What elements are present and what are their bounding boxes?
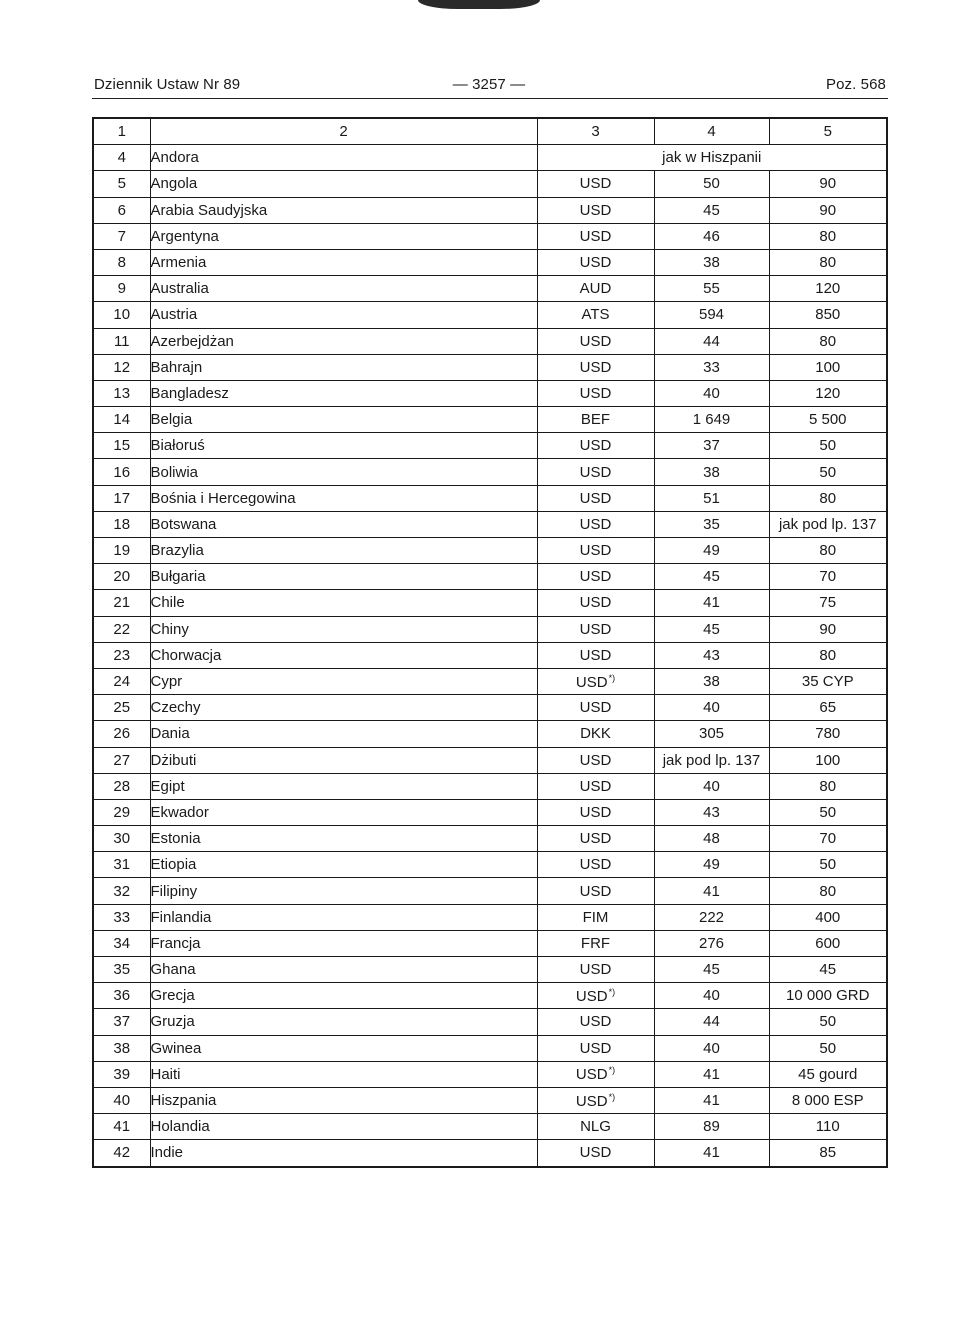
row-number: 5	[93, 171, 150, 197]
row-number: 35	[93, 957, 150, 983]
currency-cell	[537, 1140, 654, 1167]
currency-code: ATS	[581, 306, 610, 324]
currency-code: USD	[579, 856, 612, 874]
row-number: 34	[93, 930, 150, 956]
country-name: Dania	[150, 721, 537, 747]
amount-column-4: 51	[654, 485, 769, 511]
country-name: Cypr	[150, 668, 537, 694]
amount-column-4: 46	[654, 223, 769, 249]
currency-cell	[537, 904, 654, 930]
country-name: Egipt	[150, 773, 537, 799]
amount-column-4: 40	[654, 380, 769, 406]
amount-column-5: 120	[769, 276, 887, 302]
table-row	[93, 1061, 887, 1087]
footnote-mark: *)	[608, 672, 616, 683]
footnote-mark: *)	[608, 1065, 616, 1076]
row-number: 6	[93, 197, 150, 223]
currency-cell	[537, 197, 654, 223]
page-number: — 3257 —	[452, 76, 526, 93]
amount-column-5: 90	[769, 616, 887, 642]
amount-column-5: 600	[769, 930, 887, 956]
table-row	[93, 878, 887, 904]
row-number: 32	[93, 878, 150, 904]
row-number: 8	[93, 249, 150, 275]
amount-column-5: 100	[769, 354, 887, 380]
amount-column-5: 50	[769, 459, 887, 485]
country-name: Azerbejdżan	[150, 328, 537, 354]
currency-cell	[537, 302, 654, 328]
merged-note: jak w Hiszpanii	[537, 145, 887, 171]
currency-code: USD	[579, 463, 612, 481]
row-number: 12	[93, 354, 150, 380]
country-name: Brazylia	[150, 538, 537, 564]
amount-column-4: 89	[654, 1114, 769, 1140]
country-name: Botswana	[150, 511, 537, 537]
row-number: 37	[93, 1009, 150, 1035]
table-row	[93, 799, 887, 825]
country-name: Białoruś	[150, 433, 537, 459]
currency-cell	[537, 852, 654, 878]
table-row	[93, 721, 887, 747]
amount-column-4: 44	[654, 328, 769, 354]
table-row	[93, 564, 887, 590]
amount-column-4: 45	[654, 957, 769, 983]
table-row	[93, 171, 887, 197]
currency-cell	[537, 1114, 654, 1140]
country-name: Holandia	[150, 1114, 537, 1140]
country-name: Bahrajn	[150, 354, 537, 380]
country-name: Austria	[150, 302, 537, 328]
amount-column-4: 48	[654, 826, 769, 852]
row-number: 4	[93, 145, 150, 171]
row-number: 33	[93, 904, 150, 930]
currency-code: USD	[579, 830, 612, 848]
amount-column-4: 41	[654, 878, 769, 904]
currency-code: FIM	[582, 908, 609, 926]
amount-column-4: 38	[654, 668, 769, 694]
country-name: Grecja	[150, 983, 537, 1009]
amount-column-5: 100	[769, 747, 887, 773]
currency-cell	[537, 459, 654, 485]
currency-code: USD	[579, 568, 612, 586]
country-name: Argentyna	[150, 223, 537, 249]
amount-column-5: 8 000 ESP	[769, 1087, 887, 1113]
scan-artifact	[418, 0, 540, 9]
amount-column-5: 850	[769, 302, 887, 328]
table-row	[93, 354, 887, 380]
table-row	[93, 826, 887, 852]
amount-column-4: 33	[654, 354, 769, 380]
currency-cell	[537, 328, 654, 354]
amount-column-5: 10 000 GRD	[769, 983, 887, 1009]
country-name: Haiti	[150, 1061, 537, 1087]
amount-column-5: 50	[769, 852, 887, 878]
journal-title: Dziennik Ustaw Nr 89	[94, 76, 241, 93]
table-row	[93, 328, 887, 354]
currency-cell	[537, 878, 654, 904]
row-number: 28	[93, 773, 150, 799]
table-row	[93, 433, 887, 459]
amount-column-5: 50	[769, 799, 887, 825]
currency-code: USD	[579, 882, 612, 900]
country-name: Ekwador	[150, 799, 537, 825]
currency-cell	[537, 1035, 654, 1061]
currency-code: USD	[575, 987, 608, 1005]
currency-cell	[537, 799, 654, 825]
currency-code: USD	[579, 594, 612, 612]
page-header	[94, 76, 886, 98]
amount-column-5: 90	[769, 197, 887, 223]
table-row	[93, 380, 887, 406]
table-row	[93, 773, 887, 799]
amount-column-5: 80	[769, 223, 887, 249]
column-header: 2	[150, 118, 537, 145]
row-number: 16	[93, 459, 150, 485]
table-row	[93, 407, 887, 433]
amount-column-5: 400	[769, 904, 887, 930]
position-number: Poz. 568	[825, 76, 886, 93]
table-row	[93, 983, 887, 1009]
currency-cell	[537, 407, 654, 433]
currency-code: USD	[579, 175, 612, 193]
table-row	[93, 930, 887, 956]
country-name: Armenia	[150, 249, 537, 275]
currency-cell	[537, 538, 654, 564]
amount-column-4: 44	[654, 1009, 769, 1035]
currency-cell	[537, 249, 654, 275]
country-name: Francja	[150, 930, 537, 956]
currency-cell	[537, 433, 654, 459]
currency-cell	[537, 1009, 654, 1035]
country-name: Boliwia	[150, 459, 537, 485]
country-name: Ghana	[150, 957, 537, 983]
amount-column-4: 594	[654, 302, 769, 328]
row-number: 24	[93, 668, 150, 694]
amount-column-4: 49	[654, 538, 769, 564]
amount-column-5: 5 500	[769, 407, 887, 433]
row-number: 17	[93, 485, 150, 511]
table-row	[93, 695, 887, 721]
table-row	[93, 1114, 887, 1140]
row-number: 20	[93, 564, 150, 590]
currency-code: USD	[579, 751, 612, 769]
country-name: Chorwacja	[150, 642, 537, 668]
column-number-row	[93, 118, 887, 145]
amount-column-4: 38	[654, 459, 769, 485]
currency-code: AUD	[579, 280, 612, 298]
country-name: Dżibuti	[150, 747, 537, 773]
currency-code: USD	[579, 699, 612, 717]
amount-column-4: 45	[654, 616, 769, 642]
country-name: Andora	[150, 145, 537, 171]
currency-code: USD	[579, 254, 612, 272]
country-name: Belgia	[150, 407, 537, 433]
table-row	[93, 1087, 887, 1113]
table-row	[93, 957, 887, 983]
amount-column-5: 45 gourd	[769, 1061, 887, 1087]
header-divider	[92, 98, 888, 99]
row-number: 38	[93, 1035, 150, 1061]
currency-code: USD	[579, 620, 612, 638]
column-header: 1	[93, 118, 150, 145]
amount-column-4: 40	[654, 773, 769, 799]
row-number: 7	[93, 223, 150, 249]
country-name: Filipiny	[150, 878, 537, 904]
currency-code: USD	[579, 332, 612, 350]
amount-column-4: 43	[654, 642, 769, 668]
currency-code: USD	[579, 1144, 612, 1162]
currency-cell	[537, 485, 654, 511]
row-number: 18	[93, 511, 150, 537]
country-name: Bangladesz	[150, 380, 537, 406]
table-row	[93, 459, 887, 485]
amount-column-5: 90	[769, 171, 887, 197]
currency-code: USD	[579, 227, 612, 245]
amount-column-4: 50	[654, 171, 769, 197]
amount-column-5: 80	[769, 485, 887, 511]
country-name: Estonia	[150, 826, 537, 852]
row-number: 10	[93, 302, 150, 328]
country-name: Hiszpania	[150, 1087, 537, 1113]
country-name: Indie	[150, 1140, 537, 1167]
amount-column-5: 80	[769, 538, 887, 564]
amount-column-4: 55	[654, 276, 769, 302]
amount-column-5: 50	[769, 1009, 887, 1035]
country-name: Gruzja	[150, 1009, 537, 1035]
amount-column-4: 41	[654, 590, 769, 616]
amount-column-5: 50	[769, 433, 887, 459]
table-row	[93, 1140, 887, 1167]
table-row	[93, 747, 887, 773]
amount-column-5: 780	[769, 721, 887, 747]
amount-column-4: 305	[654, 721, 769, 747]
table-row	[93, 1009, 887, 1035]
currency-cell	[537, 354, 654, 380]
currency-code: FRF	[580, 934, 611, 952]
table-row	[93, 485, 887, 511]
row-number: 14	[93, 407, 150, 433]
country-name: Australia	[150, 276, 537, 302]
currency-code: USD	[579, 777, 612, 795]
amount-column-5: 80	[769, 878, 887, 904]
amount-column-4: jak pod lp. 137	[654, 747, 769, 773]
country-name: Chile	[150, 590, 537, 616]
country-name: Arabia Saudyjska	[150, 197, 537, 223]
amount-column-4: 49	[654, 852, 769, 878]
currency-code: USD	[579, 961, 612, 979]
row-number: 31	[93, 852, 150, 878]
currency-cell	[537, 773, 654, 799]
currency-cell	[537, 564, 654, 590]
table-row	[93, 276, 887, 302]
currency-cell	[537, 668, 654, 694]
row-number: 11	[93, 328, 150, 354]
column-header: 4	[654, 118, 769, 145]
currency-cell	[537, 983, 654, 1009]
currency-code: USD	[575, 1066, 608, 1084]
currency-cell	[537, 590, 654, 616]
table-row	[93, 511, 887, 537]
table-body	[93, 145, 887, 1167]
amount-column-4: 276	[654, 930, 769, 956]
currency-cell	[537, 721, 654, 747]
currency-code: USD	[579, 542, 612, 560]
amount-column-5: 75	[769, 590, 887, 616]
currency-code: USD	[575, 1092, 608, 1110]
currency-cell	[537, 616, 654, 642]
row-number: 9	[93, 276, 150, 302]
table-row	[93, 616, 887, 642]
currency-cell	[537, 1061, 654, 1087]
row-number: 39	[93, 1061, 150, 1087]
row-number: 29	[93, 799, 150, 825]
amount-column-4: 1 649	[654, 407, 769, 433]
column-header: 3	[537, 118, 654, 145]
table-row	[93, 852, 887, 878]
currency-code: NLG	[580, 1118, 611, 1136]
amount-column-5: 85	[769, 1140, 887, 1167]
currency-code: USD	[579, 201, 612, 219]
table-row	[93, 249, 887, 275]
currency-cell	[537, 1087, 654, 1113]
country-name: Bośnia i Hercegowina	[150, 485, 537, 511]
row-number: 15	[93, 433, 150, 459]
row-number: 19	[93, 538, 150, 564]
currency-code: DKK	[580, 725, 611, 743]
amount-column-4: 38	[654, 249, 769, 275]
currency-cell	[537, 930, 654, 956]
amount-column-4: 45	[654, 564, 769, 590]
row-number: 41	[93, 1114, 150, 1140]
currency-code: USD	[579, 803, 612, 821]
row-number: 23	[93, 642, 150, 668]
amount-column-4: 40	[654, 695, 769, 721]
amount-column-4: 45	[654, 197, 769, 223]
table-row	[93, 538, 887, 564]
amount-column-5: 35 CYP	[769, 668, 887, 694]
amount-column-5: 70	[769, 564, 887, 590]
footnote-mark: *)	[608, 986, 616, 997]
country-name: Etiopia	[150, 852, 537, 878]
currency-cell	[537, 826, 654, 852]
amount-column-5: 80	[769, 642, 887, 668]
row-number: 25	[93, 695, 150, 721]
allowance-table	[92, 117, 888, 1168]
currency-code: USD	[579, 489, 612, 507]
amount-column-5: 80	[769, 328, 887, 354]
amount-column-4: 40	[654, 983, 769, 1009]
currency-code: USD	[575, 673, 608, 691]
footnote-mark: *)	[608, 1091, 616, 1102]
table-row	[93, 642, 887, 668]
row-number: 30	[93, 826, 150, 852]
country-name: Chiny	[150, 616, 537, 642]
table-row	[93, 302, 887, 328]
amount-column-4: 41	[654, 1140, 769, 1167]
row-number: 26	[93, 721, 150, 747]
currency-cell	[537, 276, 654, 302]
amount-column-5: jak pod lp. 137	[769, 511, 887, 537]
row-number: 36	[93, 983, 150, 1009]
country-name: Gwinea	[150, 1035, 537, 1061]
row-number: 21	[93, 590, 150, 616]
amount-column-4: 37	[654, 433, 769, 459]
currency-cell	[537, 642, 654, 668]
currency-code: BEF	[580, 411, 611, 429]
currency-cell	[537, 695, 654, 721]
currency-code: USD	[579, 384, 612, 402]
amount-column-5: 80	[769, 773, 887, 799]
currency-code: USD	[579, 1013, 612, 1031]
table-row	[93, 668, 887, 694]
row-number: 40	[93, 1087, 150, 1113]
currency-code: USD	[579, 437, 612, 455]
row-number: 42	[93, 1140, 150, 1167]
amount-column-4: 43	[654, 799, 769, 825]
table-row	[93, 197, 887, 223]
country-name: Finlandia	[150, 904, 537, 930]
country-name: Angola	[150, 171, 537, 197]
row-number: 13	[93, 380, 150, 406]
currency-cell	[537, 380, 654, 406]
amount-column-5: 120	[769, 380, 887, 406]
table-row	[93, 145, 887, 171]
amount-column-5: 70	[769, 826, 887, 852]
country-name: Bułgaria	[150, 564, 537, 590]
currency-cell	[537, 223, 654, 249]
amount-column-4: 41	[654, 1061, 769, 1087]
amount-column-4: 40	[654, 1035, 769, 1061]
table-row	[93, 223, 887, 249]
amount-column-5: 80	[769, 249, 887, 275]
currency-code: USD	[579, 1039, 612, 1057]
currency-cell	[537, 171, 654, 197]
row-number: 27	[93, 747, 150, 773]
currency-cell	[537, 747, 654, 773]
currency-code: USD	[579, 515, 612, 533]
table-row	[93, 590, 887, 616]
country-name: Czechy	[150, 695, 537, 721]
amount-column-5: 110	[769, 1114, 887, 1140]
amount-column-4: 222	[654, 904, 769, 930]
amount-column-4: 35	[654, 511, 769, 537]
currency-code: USD	[579, 358, 612, 376]
amount-column-5: 65	[769, 695, 887, 721]
currency-cell	[537, 511, 654, 537]
amount-column-5: 50	[769, 1035, 887, 1061]
row-number: 22	[93, 616, 150, 642]
column-header: 5	[769, 118, 887, 145]
currency-code: USD	[579, 646, 612, 664]
amount-column-4: 41	[654, 1087, 769, 1113]
table-row	[93, 1035, 887, 1061]
table-row	[93, 904, 887, 930]
amount-column-5: 45	[769, 957, 887, 983]
currency-cell	[537, 957, 654, 983]
